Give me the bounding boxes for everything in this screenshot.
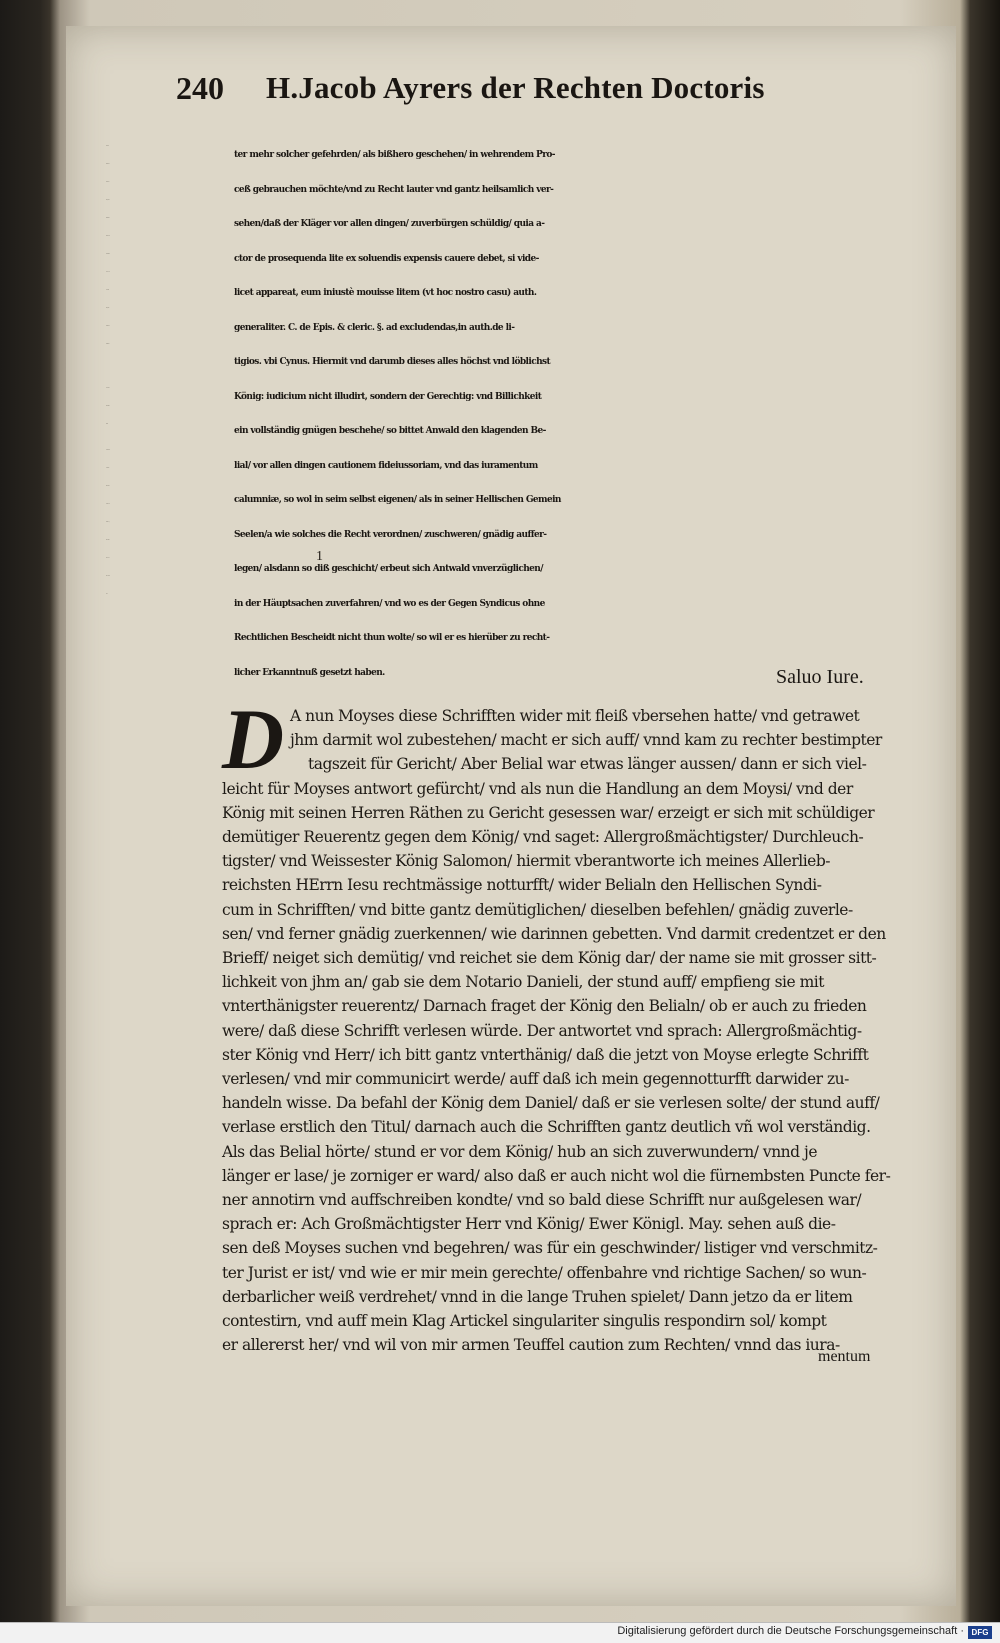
narrative-line: Als das Belial hörte/ stund er vor dem König/ hub an sich zuverwundern/ vnnd je	[222, 1142, 817, 1161]
plea-line: tigios. vbi Cynus. Hiermit vnd darumb dieses alles höchst vnd löblichst	[234, 357, 551, 367]
catchword: mentum	[818, 1348, 871, 1365]
narrative-text	[222, 691, 922, 1357]
narrative-line: ster König vnd Herr/ ich bitt gantz vnterthänig/ daß die jetzt von Moyse erlegte Schrifft	[222, 1045, 869, 1064]
marginal-note-line	[106, 282, 234, 300]
narrative-line: Brieff/ neiget sich demütig/ vnd reichet sie dem König dar/ der name sie mit grosser sitt-	[222, 949, 877, 968]
plea-line: ter mehr solcher gefehrden/ als bißhero geschehen/ in wehrendem Pro-	[234, 150, 555, 160]
narrative-line: tigster/ vnd Weissester König Salomon/ hiermit vberantworte ich meines Allerlieb-	[222, 852, 831, 871]
plea-line: ctor de prosequenda lite ex soluendis expensis cauere debet, si vide-	[234, 253, 539, 264]
narrative-line: handeln wisse. Da befahl der König dem Daniel/ daß er sie verlesen solte/ der stund auff/	[222, 1094, 880, 1113]
margin-mark: 1	[316, 549, 323, 564]
narrative-line: jhm darmit wol zubestehen/ macht er sich auff/ vnnd kam zu rechter bestimpter	[290, 731, 882, 750]
marginal-note-line	[106, 380, 234, 398]
marginal-note-line	[106, 398, 234, 416]
narrative-line: verlesen/ vnd mir communicirt werde/ auff daß ich mein gegennotturfft darwider zu-	[222, 1070, 849, 1089]
narrative-line: derbarlicher weiß verdrehet/ vnnd in die lange Truhen spielet/ Dann jetzo da er litem	[222, 1287, 853, 1306]
narrative-line: sen/ vnd ferner gnädig zuerkennen/ wie darinnen gebetten. Vnd darmit credentzet er den	[222, 924, 886, 943]
narrative-line: demütiger Reuerentz gegen dem König/ vnd saget: Allergroßmächtigster/ Durchleuch-	[222, 828, 864, 847]
marginal-note-line	[106, 174, 234, 192]
narrative-line: sprach er: Ach Großmächtigster Herr vnd König/ Ewer Königl. May. sehen auß die-	[222, 1215, 836, 1234]
marginal-note-line	[106, 210, 234, 228]
narrative-line: tagszeit für Gericht/ Aber Belial war etwas länger aussen/ dann er sich viel-	[308, 755, 867, 774]
narrative-line: contestirn, vnd auff mein Klag Artickel singulariter singulis respondirn sol/ kompt	[222, 1312, 827, 1331]
narrative-line: were/ daß diese Schrifft verlesen würde. Der antwortet vnd sprach: Allergroßmächtig-	[222, 1021, 862, 1040]
marginal-note-line	[106, 264, 234, 282]
narrative-line: länger er lase/ je zorniger er ward/ also daß er auch nicht wol die fürnembsten Puncte fer-	[222, 1166, 891, 1185]
narrative-line: A nun Moyses diese Schrifften wider mit fleiß vbersehen hatte/ vnd getrawet	[290, 707, 860, 725]
plea-line: ein vollständig gnügen beschehe/ so bittet Anwald den klagenden Be-	[234, 426, 546, 436]
page-header	[176, 70, 866, 110]
funding-notice: Digitalisierung gefördert durch die Deutsche Forschungsgemeinschaft ·	[617, 1625, 964, 1637]
marginal-notes	[106, 138, 323, 612]
marginal-note	[106, 138, 234, 354]
marginal-note-line	[106, 586, 234, 604]
marginal-note-line	[106, 228, 234, 246]
narrative-line: reichsten HErrn Iesu rechtmässige notturfft/ wider Belialn den Hellischen Syndi-	[222, 876, 822, 895]
marginal-note-line	[106, 514, 234, 532]
marginal-note-line	[106, 416, 234, 434]
plea-line: calumniæ, so wol in seim selbst eigenen/ als in seiner Hellischen Gemein	[234, 495, 561, 505]
marginal-note-line	[106, 460, 234, 478]
legal-plea-text	[234, 138, 954, 690]
marginal-note-line	[106, 192, 234, 210]
plea-line: licher Erkanntnuß gesetzt haben.	[234, 667, 385, 678]
plea-line: lial/ vor allen dingen cautionem fideiussoriam, vnd das iuramentum	[234, 460, 538, 471]
marginal-note-line	[106, 138, 234, 156]
plea-line: König: iudicium nicht illudirt, sondern der Gerechtig: vnd Billichkeit	[234, 391, 542, 402]
narrative-line: cum in Schrifften/ vnd bitte gantz demütiglichen/ dieselben befehlen/ gnädig zuverle-	[222, 900, 853, 919]
running-head: H.Jacob Ayrers der Rechten Doctoris	[266, 70, 765, 105]
narrative-line: vnterthänigster reuerentz/ Darnach fraget der König den Belialn/ ob er auch zu frieden	[222, 997, 867, 1016]
marginal-note-line	[106, 532, 234, 550]
plea-line: in der Häuptsachen zuverfahren/ vnd wo es der Gegen Syndicus ohne	[234, 598, 545, 609]
marginal-note	[106, 442, 234, 604]
marginal-note-line	[106, 156, 234, 174]
narrative-line: sen deß Moyses suchen vnd begehren/ was für ein geschwinder/ listiger vnd verschmitz-	[222, 1239, 878, 1258]
marginal-note-line	[106, 300, 234, 318]
marginal-note	[106, 380, 234, 434]
marginal-note-line	[106, 336, 234, 354]
plea-line: Rechtlichen Bescheidt nicht thun wolte/ so wil er es hierüber zu recht-	[234, 633, 550, 643]
page-number: 240	[176, 70, 224, 106]
marginal-note-line	[106, 246, 234, 264]
marginal-note-line	[106, 442, 234, 460]
narrative-line: er allererst her/ vnd wil von mir armen Teuffel caution zum Rechten/ vnnd das iura-	[222, 1336, 840, 1355]
narrative-line: König mit seinen Herren Räthen zu Gericht gesessen war/ erzeigt er sich mit schüldiger	[222, 803, 875, 822]
narrative-line: ner annotirn vnd auffschreiben kondte/ vnd so bald diese Schrifft nur außgelesen war/	[222, 1191, 862, 1210]
narrative-line: lichkeit von jhm an/ gab sie dem Notario Danieli, der stund auff/ empfieng sie mit	[222, 973, 824, 992]
salutation: Saluo Iure.	[776, 666, 864, 688]
dfg-logo: DFG	[968, 1626, 992, 1639]
plea-line: licet appareat, eum iniustè mouisse litem (vt hoc nostro casu) auth.	[234, 288, 537, 298]
plea-line: generaliter. C. de Epis. & cleric. §. ad excludendas,in auth.de li-	[234, 322, 515, 333]
narrative-line: leicht für Moyses antwort gefürcht/ vnd als nun die Handlung an dem Moysi/ vnd der	[222, 779, 853, 798]
plea-line: Seelen/a wie solches die Recht verordnen/ zuschweren/ gnädig auffer-	[234, 529, 547, 540]
marginal-note-line	[106, 478, 234, 496]
plea-line: legen/ alsdann so diß geschicht/ erbeut sich Antwald vnverzüglichen/	[234, 564, 543, 574]
marginal-note-line	[106, 550, 234, 568]
narrative-line: verlase erstlich den Titul/ darnach auch die Schrifften gantz deutlich vñ wol verständig.	[222, 1118, 871, 1137]
marginal-note-line	[106, 318, 234, 336]
narrative-line: ter Jurist er ist/ vnd wie er mir mein gerechte/ offenbahre vnd richtige Sachen/ so wun-	[222, 1263, 867, 1282]
footer-bar	[0, 1622, 1000, 1643]
plea-line: sehen/daß der Kläger vor allen dingen/ zuverbürgen schüldig/ quia a-	[234, 219, 545, 229]
decorated-initial: D	[222, 691, 285, 787]
plea-line: ceß gebrauchen möchte/vnd zu Recht lauter vnd gantz heilsamlich ver-	[234, 184, 554, 195]
marginal-note-line	[106, 496, 234, 514]
marginal-note-line	[106, 568, 234, 586]
